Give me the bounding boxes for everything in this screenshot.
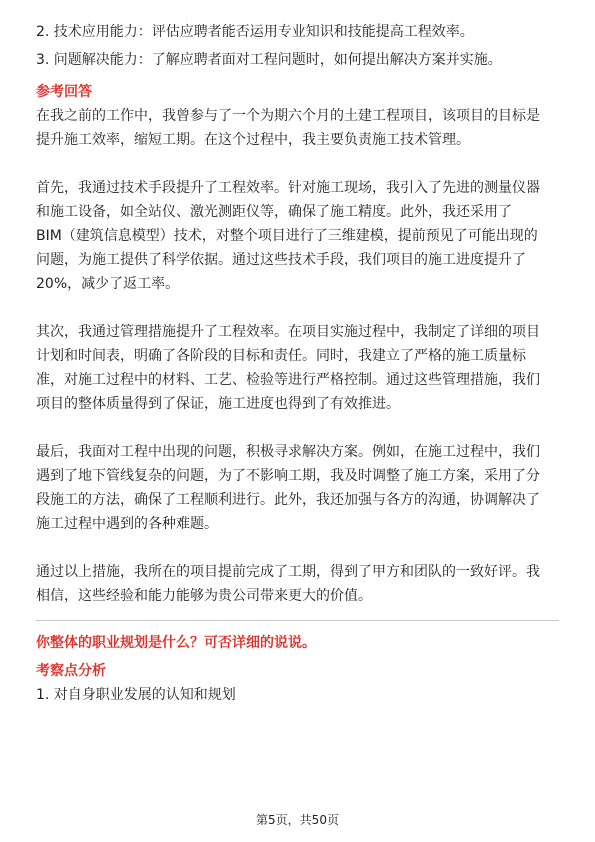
text-line: 提升施工效率，缩短工期。在这个过程中，我主要负责施工技术管理。 (36, 132, 470, 148)
list-item: 2. 技术应用能力：评估应聘者能否运用专业知识和技能提高工程效率。 (36, 24, 474, 40)
analysis-heading: 考察点分析 (36, 663, 106, 679)
text-line: 施工过程中遇到的各种难题。 (36, 516, 218, 532)
text-line: 计划和时间表，明确了各阶段的目标和责任。同时，我建立了严格的施工质量标 (36, 348, 526, 364)
intro-list (36, 20, 559, 72)
answer-paragraph-1 (36, 104, 559, 152)
list-item: 1. 对自身职业发展的认知和规划 (36, 687, 236, 703)
text-line: 遇到了地下管线复杂的问题，为了不影响工期，我及时调整了施工方案，采用了分 (36, 468, 540, 484)
text-line: 相信，这些经验和能力能够为贵公司带来更大的价值。 (36, 588, 372, 604)
text-line: 其次，我通过管理措施提升了工程效率。在项目实施过程中，我制定了详细的项目 (36, 324, 540, 340)
text-line: 20%，减少了返工率。 (36, 276, 180, 292)
question-heading: 你整体的职业规划是什么？可否详细的说说。 (36, 635, 316, 651)
text-line: 在我之前的工作中，我曾参与了一个为期六个月的土建工程项目，该项目的目标是 (36, 108, 540, 124)
page-footer: 第5页，共50页 (256, 813, 339, 827)
text-line: 准，对施工过程中的材料、工艺、检验等进行严格控制。通过这些管理措施，我们 (36, 372, 540, 388)
text-line: 问题，为施工提供了科学依据。通过这些技术手段，我们项目的施工进度提升了 (36, 252, 526, 268)
analysis-list (36, 683, 559, 707)
answer-paragraph-2 (36, 176, 559, 296)
list-item: 3. 问题解决能力：了解应聘者面对工程问题时，如何提出解决方案并实施。 (36, 52, 502, 68)
section-divider (36, 620, 559, 621)
answer-paragraph-3 (36, 320, 559, 416)
text-line: 段施工的方法，确保了工程顺利进行。此外，我还加强与各方的沟通，协调解决了 (36, 492, 540, 508)
document-page (36, 20, 559, 711)
answer-paragraph-5 (36, 560, 559, 608)
text-line: 通过以上措施，我所在的项目提前完成了工期，得到了甲方和团队的一致好评。我 (36, 564, 540, 580)
text-line: 最后，我面对工程中出现的问题，积极寻求解决方案。例如，在施工过程中，我们 (36, 444, 540, 460)
text-line: 首先，我通过技术手段提升了工程效率。针对施工现场，我引入了先进的测量仪器 (36, 180, 540, 196)
text-line: 和施工设备，如全站仪、激光测距仪等，确保了施工精度。此外，我还采用了 (36, 204, 512, 220)
answer-heading: 参考回答 (36, 84, 92, 100)
answer-paragraph-4 (36, 440, 559, 536)
text-line: BIM（建筑信息模型）技术，对整个项目进行了三维建模，提前预见了可能出现的 (36, 228, 538, 244)
text-line: 项目的整体质量得到了保证，施工进度也得到了有效推进。 (36, 396, 400, 412)
